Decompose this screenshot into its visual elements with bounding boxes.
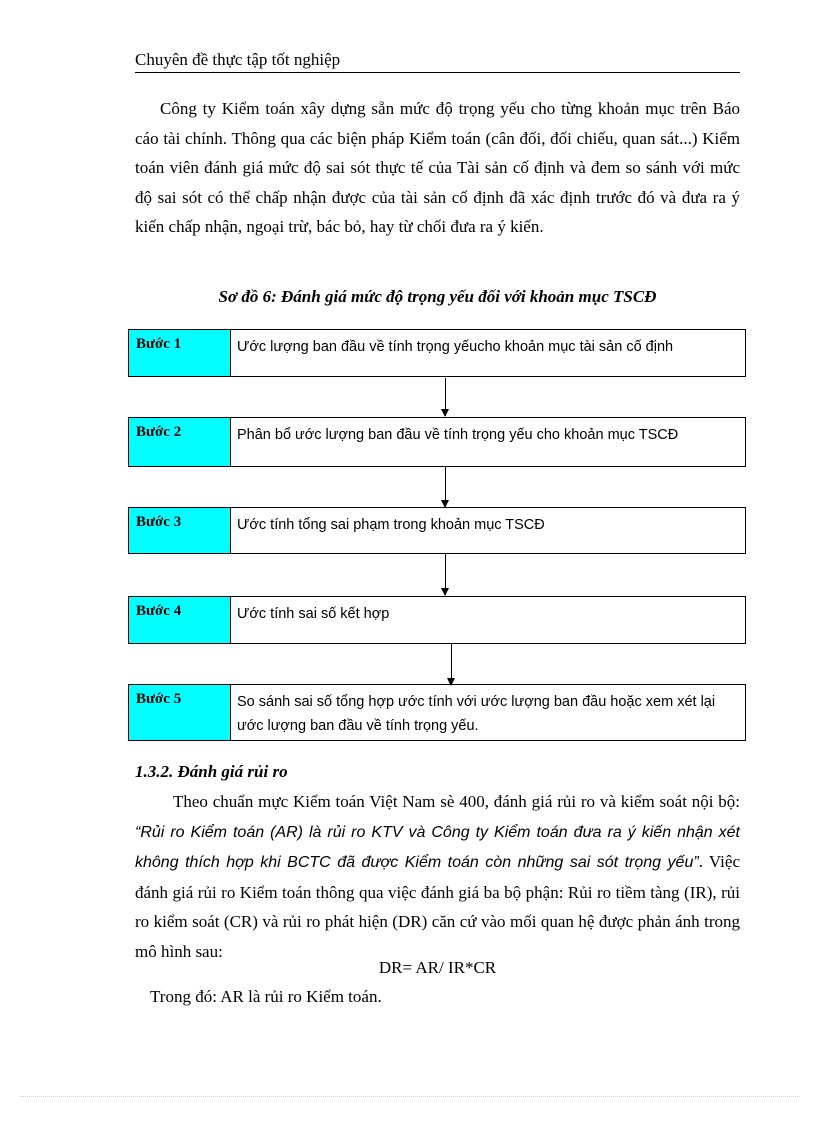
diagram-step-5 (128, 684, 746, 741)
step-text: Phân bổ ước lượng ban đầu về tính trọng yếu cho khoản mục TSCĐ (237, 427, 679, 443)
step-text: Ước lượng ban đầu về tính trọng yếucho khoản mục tài sản cố định (237, 339, 674, 355)
step-label: Bước 1 (129, 330, 231, 376)
section-heading: 1.3.2. Đánh giá rủi ro (135, 762, 288, 781)
formula-explanation: Trong đó: AR là rủi ro Kiểm toán. (150, 987, 382, 1006)
flow-arrow-4 (451, 644, 452, 685)
footer-divider (20, 1096, 800, 1097)
risk-paragraph (135, 787, 740, 966)
step-text: So sánh sai số tổng hợp ước tính với ước lượng ban đầu hoặc xem xét lại ước lượng ban đầu về tính trọng yếu. (237, 694, 716, 734)
page-header: Chuyên đề thực tập tốt nghiệp (135, 50, 740, 73)
diagram-title: Sơ đồ 6: Đánh giá mức độ trọng yếu đối với khoản mục TSCĐ (218, 287, 657, 306)
flow-arrow-3 (445, 554, 446, 595)
flow-arrow-1 (445, 378, 446, 416)
step-text: Ước tính sai số kết hợp (237, 606, 390, 622)
diagram-step-1 (128, 329, 746, 377)
risk-intro: Theo chuẩn mực Kiểm toán Việt Nam sè 400, đánh giá rủi ro và kiểm soát nội bộ: (173, 792, 740, 811)
risk-quote: “Rủi ro Kiểm toán (AR) là rủi ro KTV và Công ty Kiểm toán đưa ra ý kiến nhận xét không thích hợp khi BCTC đã được Kiểm toán còn những sai sót trọng yếu” (135, 823, 740, 871)
risk-formula: DR= AR/ IR*CR (378, 958, 497, 977)
flow-arrow-2 (445, 467, 446, 507)
intro-paragraph: Công ty Kiểm toán xây dựng sẵn mức độ trọng yếu cho từng khoản mục trên Báo cáo tài chính. Thông qua các biện pháp Kiểm toán (cân đối, đối chiếu, quan sát...) Kiểm toán viên đánh giá mức độ sai sót thực tế của Tài sản cố định và đem so sánh với mức độ sai sót có thể chấp nhận được của tài sản cố định đã xác định trước đó và đưa ra ý kiến chấp nhận, ngoại trừ, bác bỏ, hay từ chối đưa ra ý kiến. (135, 99, 740, 236)
step-label: Bước 3 (129, 508, 231, 553)
step-label: Bước 5 (129, 685, 231, 740)
step-text: Ước tính tổng sai phạm trong khoản mục TSCĐ (237, 517, 545, 533)
step-label: Bước 4 (129, 597, 231, 643)
step-label: Bước 2 (129, 418, 231, 466)
diagram-step-4 (128, 596, 746, 644)
diagram-step-3 (128, 507, 746, 554)
risk-rest: . Việc đánh giá rủi ro Kiểm toán thông qua việc đánh giá ba bộ phận: Rủi ro tiềm tàng (IR), rủi ro kiểm soát (CR) và rủi ro phát hiện (DR) căn cứ vào mối quan hệ được phản ánh trong mô hình sau: (135, 852, 740, 961)
diagram-step-2 (128, 417, 746, 467)
